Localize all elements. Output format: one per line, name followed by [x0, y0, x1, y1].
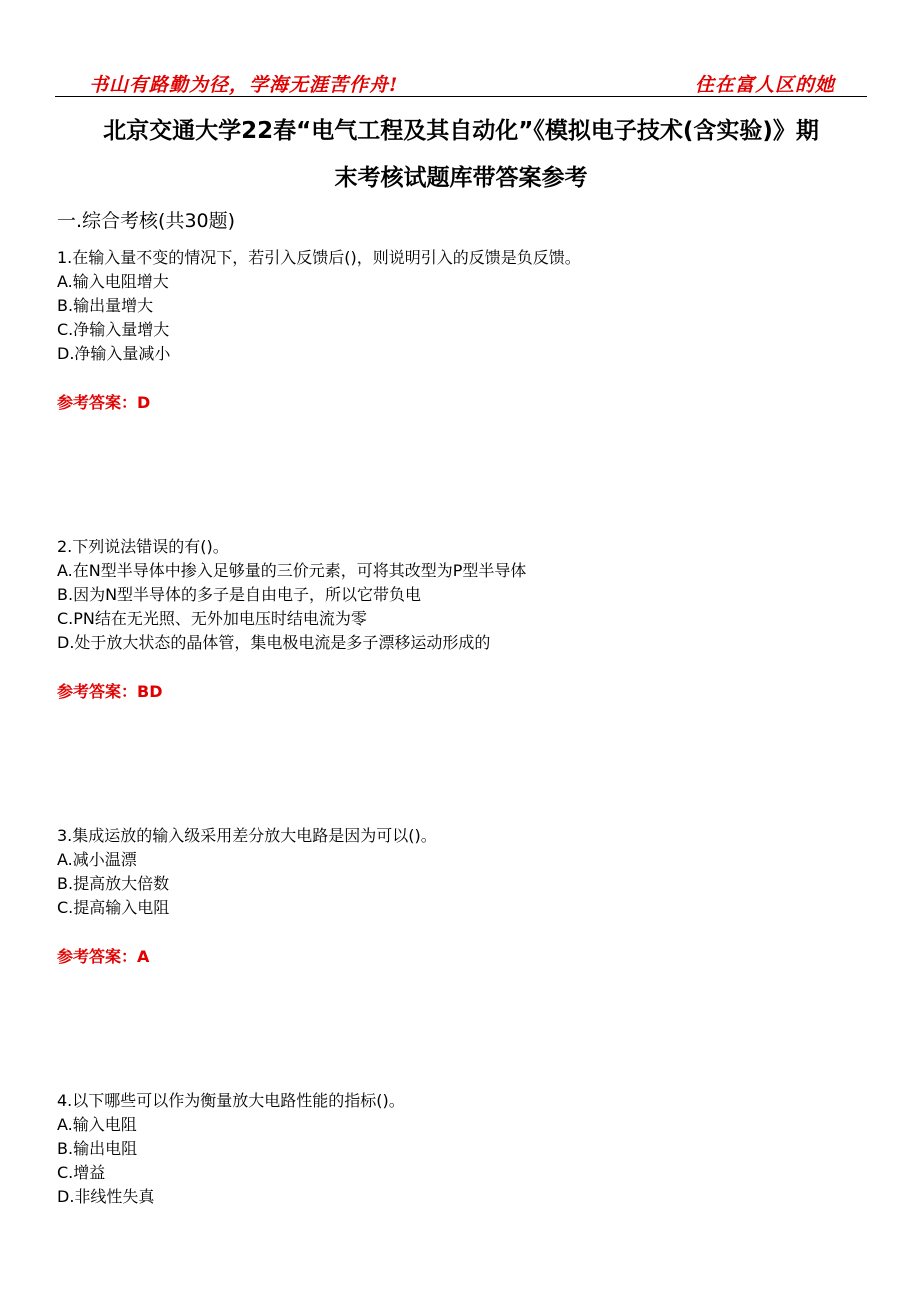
- question-3-option-c: C.提高输入电阻: [57, 898, 170, 917]
- question-3-option-a: A.减小温漂: [57, 850, 137, 869]
- question-4-option-a: A.输入电阻: [57, 1115, 137, 1134]
- page-header: [55, 62, 867, 98]
- question-2-option-a: A.在N型半导体中掺入足够量的三价元素，可将其改型为P型半导体: [57, 561, 527, 580]
- question-2-option-b: B.因为N型半导体的多子是自由电子，所以它带负电: [57, 585, 422, 604]
- question-2-option-c: C.PN结在无光照、无外加电压时结电流为零: [57, 609, 367, 628]
- question-1-option-c: C.净输入量增大: [57, 320, 170, 339]
- document-title-line-1: 北京交通大学22春“电气工程及其自动化”《模拟电子技术(含实验)》期: [103, 118, 819, 144]
- question-4-option-d: D.非线性失真: [57, 1187, 155, 1206]
- question-1-option-b: B.输出量增大: [57, 296, 154, 315]
- question-1-option-a: A.输入电阻增大: [57, 272, 169, 291]
- question-1-option-d: D.净输入量减小: [57, 344, 171, 363]
- question-2-stem: 2.下列说法错误的有()。: [57, 537, 229, 556]
- question-3-answer: 参考答案：A: [57, 947, 150, 966]
- header-divider: [55, 96, 867, 97]
- question-4-option-b: B.输出电阻: [57, 1139, 138, 1158]
- question-4-option-c: C.增益: [57, 1163, 106, 1182]
- question-4-stem: 4.以下哪些可以作为衡量放大电路性能的指标()。: [57, 1091, 405, 1110]
- question-1-answer: 参考答案：D: [57, 393, 151, 412]
- question-1-stem: 1.在输入量不变的情况下，若引入反馈后()，则说明引入的反馈是负反馈。: [57, 248, 581, 267]
- question-2-answer: 参考答案：BD: [57, 682, 163, 701]
- document-title-line-2: 末考核试题库带答案参考: [334, 165, 588, 191]
- header-slogan-right: 住在富人区的她: [694, 74, 835, 96]
- header-slogan-left: 书山有路勤为径，学海无涯苦作舟!: [89, 74, 399, 96]
- question-3-stem: 3.集成运放的输入级采用差分放大电路是因为可以()。: [57, 826, 437, 845]
- question-2-option-d: D.处于放大状态的晶体管，集电极电流是多子漂移运动形成的: [57, 633, 491, 652]
- question-3-option-b: B.提高放大倍数: [57, 874, 170, 893]
- section-heading: 一.综合考核(共30题): [57, 210, 236, 232]
